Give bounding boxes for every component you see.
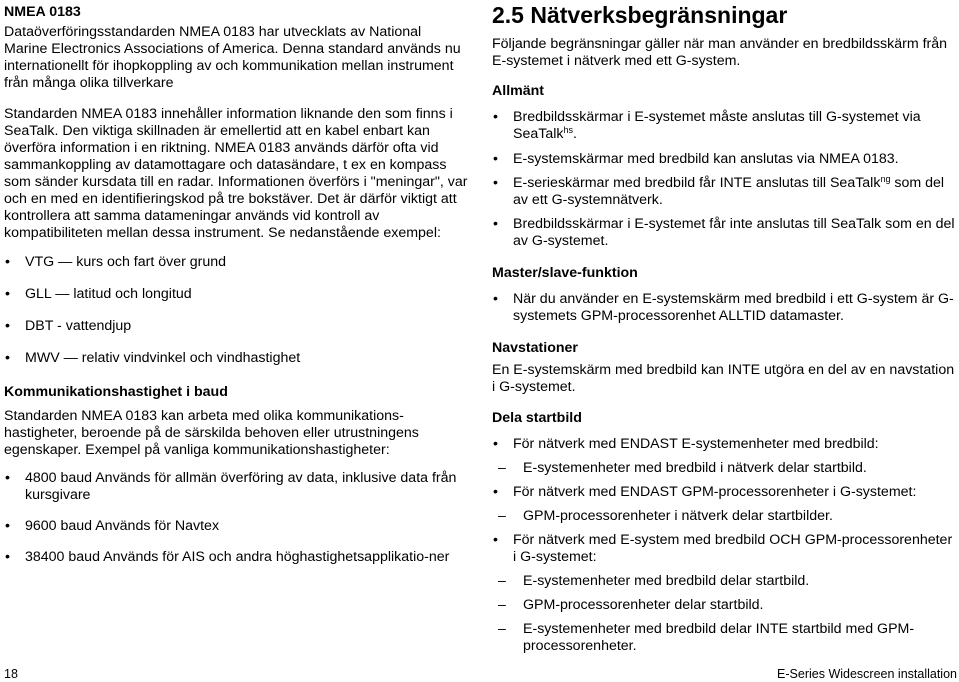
bullet-icon: • bbox=[5, 549, 10, 565]
bullet-icon: • bbox=[5, 350, 10, 366]
list-item: • Bredbildsskärmar i E-systemet måste anslutas till G-systemet via SeaTalk$^{hs}$. bbox=[493, 109, 921, 142]
sub-list-item: – E-systemenheter med bredbild delar startbild. bbox=[498, 573, 810, 589]
bullet-icon: • bbox=[493, 291, 498, 307]
baud-list bbox=[4, 470, 468, 566]
list-item: • E-systemskärmar med bredbild kan anslutas via NMEA 0183. bbox=[493, 151, 899, 167]
dash-icon: – bbox=[498, 508, 506, 524]
dash-icon: – bbox=[498, 621, 506, 637]
bullet-icon: • bbox=[493, 151, 498, 167]
sub-list-item: – E-systemenheter med bredbild delar INTE startbild med GPM-processorenheter. bbox=[498, 621, 915, 654]
page-title: 2.5 Nätverksbegränsningar bbox=[492, 2, 788, 28]
nmea-details-paragraph: Standarden NMEA 0183 innehåller information liknande den som finns i SeaTalk. Den viktiga skillnaden är emellertid att en kabel enbart kan överföra information i en riktning. NMEA 0183 används därför ofta vid sammankoppling av datamottagare och datasändare, t ex en kompass som sänder kursdata till en radar. Informationen överförs i "meningar", var och en med en identifieringskod på tre bokstäver. Det är därför viktigt att kontrollera att samma datameningar används vid kontroll av kompatibiliteten mellan dessa instrument. Se nedanstående exempel: bbox=[4, 106, 468, 241]
general-heading: Allmänt bbox=[492, 83, 545, 99]
sub-list bbox=[492, 573, 958, 655]
list-item: • När du använder en E-systemskärm med bredbild i ett G-system är G-systemets GPM-processorenhet ALLTID datamaster. bbox=[493, 291, 954, 324]
list-item: • 38400 baud Används för AIS och andra höghastighetsapplikatio-ner bbox=[5, 549, 450, 565]
list-item: • För nätverk med ENDAST E-systemenheter med bredbild: – E-systemenheter med bredbild i nätverk delar startbild. bbox=[492, 436, 958, 477]
bullet-icon: • bbox=[5, 470, 10, 486]
footer-doc-title: E-Series Widescreen installation bbox=[777, 667, 957, 681]
bullet-icon: • bbox=[493, 175, 498, 191]
intro-paragraph: Följande begränsningar gäller när man använder en bredbildsskärm från E-systemet i nätverk med ett G-system. bbox=[492, 36, 948, 69]
split-list bbox=[492, 436, 958, 655]
sub-list bbox=[492, 460, 958, 477]
bullet-icon: • bbox=[493, 216, 498, 232]
general-list bbox=[492, 109, 958, 250]
baud-paragraph: Standarden NMEA 0183 kan arbeta med olika kommunikations-hastigheter, beroende på de särskilda behoven eller utrustningens egenskaper. Exempel på vanliga kommunikationshastigheter: bbox=[4, 408, 419, 458]
bullet-icon: • bbox=[5, 518, 10, 534]
list-item: • 9600 baud Används för Navtex bbox=[5, 518, 220, 534]
list-item: • VTG — kurs och fart över grund bbox=[5, 254, 227, 270]
list-item: • E-serieskärmar med bredbild får INTE anslutas till SeaTalk$^{ng}$ som del av ett G-systemnätverk. bbox=[493, 174, 945, 208]
list-item: • För nätverk med ENDAST GPM-processorenheter i G-systemet: – GPM-processorenheter i nätverk delar startbilder. bbox=[492, 484, 958, 525]
master-slave-list bbox=[492, 291, 958, 325]
bullet-icon: • bbox=[493, 436, 498, 452]
baud-heading: Kommunikationshastighet i baud bbox=[4, 384, 228, 400]
list-item: • Bredbildsskärmar i E-systemet får inte anslutas till SeaTalk som en del av G-systemet. bbox=[493, 216, 955, 249]
dash-icon: – bbox=[498, 460, 506, 476]
nmea-intro-paragraph: Dataöverföringsstandarden NMEA 0183 har utvecklats av National Marine Electronics Associations of America. Denna standard används nu internationellt för ihopkoppling av och kommunikation mellan instrument från många olika tillverkare bbox=[4, 24, 461, 91]
master-slave-heading: Master/slave-funktion bbox=[492, 265, 638, 281]
sub-list-item: – E-systemenheter med bredbild i nätverk delar startbild. bbox=[498, 460, 867, 476]
bullet-icon: • bbox=[493, 484, 498, 500]
page-number: 18 bbox=[4, 667, 18, 681]
bullet-icon: • bbox=[5, 318, 10, 334]
dash-icon: – bbox=[498, 573, 506, 589]
bullet-icon: • bbox=[493, 532, 498, 548]
list-item: • MWV — relativ vindvinkel och vindhastighet bbox=[5, 350, 301, 366]
bullet-icon: • bbox=[5, 254, 10, 270]
dash-icon: – bbox=[498, 597, 506, 613]
bullet-icon: • bbox=[5, 286, 10, 302]
sub-list bbox=[492, 508, 958, 525]
list-item: • 4800 baud Används för allmän överföring av data, inklusive data från kursgivare bbox=[5, 470, 457, 503]
split-heading: Dela startbild bbox=[492, 410, 582, 426]
left-column bbox=[4, 4, 468, 566]
list-item: • För nätverk med E-system med bredbild OCH GPM-processorenheter i G-systemet: – E-systemenheter med bredbild delar startbild. – GPM-processorenheter delar startbild. – E-systemenheter med bredbild delar INTE startbild med GPM-processorenheter. bbox=[492, 532, 958, 655]
bullet-icon: • bbox=[493, 109, 498, 125]
nav-heading: Navstationer bbox=[492, 340, 578, 356]
sub-list-item: – GPM-processorenheter delar startbild. bbox=[498, 597, 764, 613]
nav-paragraph: En E-systemskärm med bredbild kan INTE utgöra en del av en navstation i G-systemet. bbox=[492, 362, 955, 395]
right-column bbox=[492, 0, 958, 655]
list-item: • GLL — latitud och longitud bbox=[5, 286, 192, 302]
nmea-heading: NMEA 0183 bbox=[4, 4, 81, 20]
sentence-examples-list bbox=[4, 254, 468, 367]
list-item: • DBT - vattendjup bbox=[5, 318, 132, 334]
sub-list-item: – GPM-processorenheter i nätverk delar startbilder. bbox=[498, 508, 833, 524]
